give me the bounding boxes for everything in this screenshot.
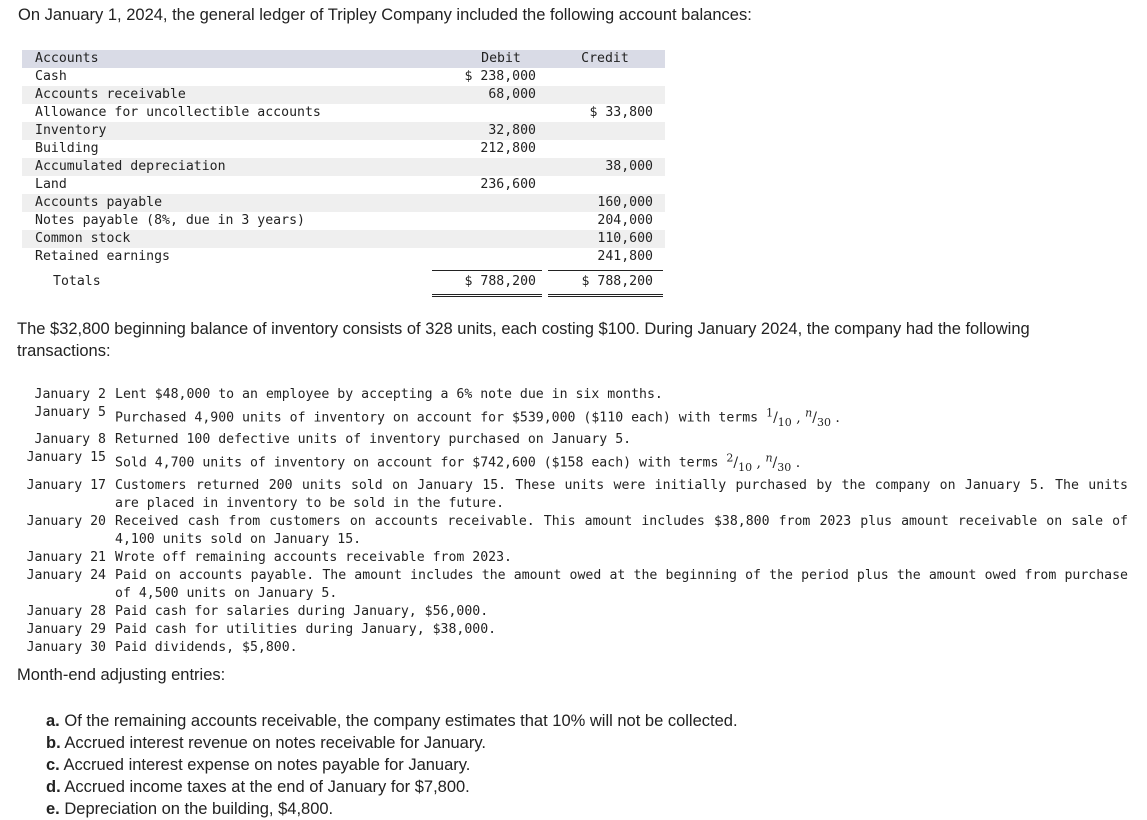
ledger-table [22, 50, 665, 292]
ledger-account: Cash [35, 69, 67, 84]
transaction-text: Wrote off remaining accounts receivable from 2023. [115, 549, 512, 565]
terms-denominator: 10 [738, 460, 753, 474]
transactions-list [0, 386, 1147, 657]
ledger-credit: 38,000 [605, 159, 653, 174]
transaction-text-with-terms [115, 449, 1128, 476]
credit-terms: $^2/_{10}$ , $^n/_{30}$ . [726, 451, 801, 474]
transaction-row [0, 386, 1147, 404]
ledger-row [22, 230, 665, 248]
ledger-credit: $ 33,800 [589, 105, 653, 120]
transaction-date: January 2 [34, 387, 106, 402]
adjusting-text: Of the remaining accounts receivable, the company estimates that 10% will not be collected. [64, 712, 738, 730]
transaction-text: Sold 4,700 units of inventory on account for $742,600 ($158 each) with terms [115, 456, 719, 472]
terms-numerator: n [765, 451, 773, 465]
adjusting-item [46, 732, 738, 754]
transaction-date: January 30 [26, 639, 106, 655]
transaction-date: January 21 [26, 549, 106, 565]
ledger-account: Accounts receivable [35, 87, 186, 102]
ledger-account: Building [35, 141, 99, 156]
credit-double-rule [548, 296, 663, 297]
terms-numerator: 2 [726, 451, 734, 465]
ledger-row [22, 68, 665, 86]
transaction-row [0, 431, 1147, 449]
transaction-row [0, 513, 1147, 549]
transaction-row [0, 567, 1147, 603]
ledger-credit: 204,000 [597, 213, 653, 228]
adjusting-text: Depreciation on the building, $4,800. [64, 800, 334, 818]
adjusting-item [46, 776, 738, 798]
transaction-text: Paid cash for salaries during January, $56,000. [115, 603, 489, 619]
ledger-debit: 212,800 [480, 141, 536, 156]
ledger-row [22, 140, 665, 158]
transaction-text: Purchased 4,900 units of inventory on account for $539,000 ($110 each) with terms [115, 410, 759, 426]
transaction-text: Returned 100 defective units of inventory purchased on January 5. [115, 432, 632, 448]
credit-terms: $^1/_{10}$ , $^n/_{30}$ . [766, 406, 840, 429]
totals-credit: $ 788,200 [581, 274, 653, 289]
ledger-account: Land [35, 177, 67, 192]
ledger-debit: 32,800 [488, 123, 536, 138]
transaction-row [0, 404, 1147, 431]
terms-numerator: n [805, 406, 813, 419]
debit-total-rule [432, 270, 542, 271]
adjusting-letter: d. [46, 778, 61, 796]
ledger-row [22, 158, 665, 176]
ledger-totals-row [22, 272, 665, 292]
transaction-text: Paid on accounts payable. The amount includes the amount owed at the beginning of the period plus the amount owed from purchase of 4,500 units on January 5. [115, 567, 1128, 601]
totals-debit: $ 788,200 [464, 274, 536, 289]
ledger-account: Allowance for uncollectible accounts [35, 105, 321, 120]
ledger-account: Inventory [35, 123, 107, 138]
credit-total-rule [548, 270, 663, 271]
ledger-debit: $ 238,000 [464, 69, 536, 84]
ledger-row [22, 248, 665, 266]
adjusting-title: Month-end adjusting entries: [17, 666, 226, 684]
adjusting-item [46, 798, 738, 820]
terms-denominator: 30 [777, 460, 792, 474]
ledger-account: Accounts payable [35, 195, 163, 210]
transaction-date: January 5 [34, 405, 106, 420]
transaction-date: January 28 [26, 603, 106, 619]
terms-denominator: 10 [777, 415, 792, 429]
adjusting-letter: e. [46, 800, 60, 818]
transaction-row [0, 621, 1147, 639]
adjusting-text: Accrued income taxes at the end of January for $7,800. [64, 778, 470, 796]
ledger-account: Retained earnings [35, 249, 170, 264]
totals-label: Totals [53, 274, 101, 289]
transaction-text: Lent $48,000 to an employee by accepting a 6% note due in six months. [115, 387, 663, 402]
transaction-date: January 24 [26, 567, 106, 583]
transaction-date: January 8 [34, 432, 106, 448]
adjusting-letter: b. [46, 734, 61, 752]
credit-double-rule [548, 294, 663, 295]
transaction-text: Paid cash for utilities during January, $38,000. [115, 621, 497, 637]
ledger-debit: 236,600 [480, 177, 536, 192]
adjusting-text: Accrued interest expense on notes payable for January. [63, 756, 471, 774]
transaction-text: Customers returned 200 units sold on January 15. These units were initially purchased by the company on January 5. The units are placed in inventory to be sold in the future. [115, 477, 1128, 511]
ledger-row [22, 86, 665, 104]
transaction-row [0, 549, 1147, 567]
adjusting-item [46, 710, 738, 732]
adjusting-list [46, 710, 738, 820]
transaction-row [0, 449, 1147, 476]
transaction-date: January 29 [26, 621, 106, 637]
ledger-row [22, 122, 665, 140]
header-credit: Credit [581, 51, 629, 66]
ledger-credit: 160,000 [597, 195, 653, 210]
transaction-text: Paid dividends, $5,800. [115, 639, 298, 655]
header-accounts: Accounts [35, 51, 99, 66]
ledger-row [22, 104, 665, 122]
ledger-credit: 241,800 [597, 249, 653, 264]
terms-denominator: 30 [816, 415, 831, 429]
adjusting-item [46, 754, 738, 776]
ledger-account: Common stock [35, 231, 131, 246]
transaction-row [0, 477, 1147, 513]
ledger-header-row [22, 50, 665, 68]
header-debit: Debit [481, 51, 521, 66]
ledger-account: Accumulated depreciation [35, 159, 226, 174]
ledger-debit: 68,000 [488, 87, 536, 102]
adjusting-letter: c. [46, 756, 60, 774]
ledger-row [22, 176, 665, 194]
adjusting-text: Accrued interest revenue on notes receivable for January. [64, 734, 486, 752]
transaction-row [0, 639, 1147, 657]
transaction-row [0, 603, 1147, 621]
terms-numerator: 1 [766, 406, 774, 419]
debit-double-rule [432, 294, 542, 295]
transaction-date: January 20 [26, 513, 106, 529]
inventory-paragraph: The $32,800 beginning balance of inventory consists of 328 units, each costing $100. During January 2024, the company had the following transactions: [17, 320, 1030, 360]
ledger-row [22, 194, 665, 212]
intro-text: On January 1, 2024, the general ledger of Tripley Company included the following account balances: [18, 6, 752, 24]
ledger-credit: 110,600 [597, 231, 653, 246]
ledger-row [22, 212, 665, 230]
ledger-account: Notes payable (8%, due in 3 years) [35, 213, 305, 228]
transaction-text: Received cash from customers on accounts receivable. This amount includes $38,800 from 2023 plus amount receivable on sale of 4,100 units sold on January 15. [115, 513, 1128, 547]
transaction-date: January 15 [26, 450, 106, 466]
transaction-text-with-terms [115, 404, 1128, 431]
debit-double-rule [432, 296, 542, 297]
adjusting-letter: a. [46, 712, 60, 730]
transaction-date: January 17 [26, 477, 106, 493]
